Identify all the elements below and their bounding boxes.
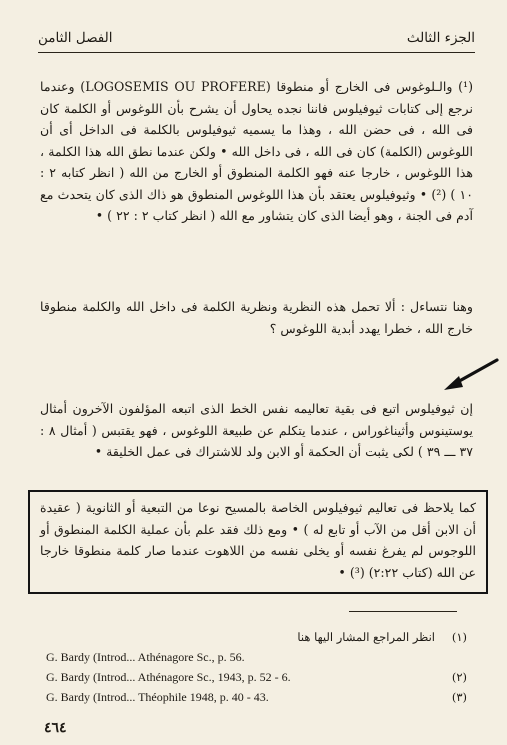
footnote-arabic: انظر المراجع المشار اليها هنا [297, 630, 435, 644]
footnote-2 [46, 667, 467, 687]
boxed-paragraph: كما يلاحظ فى تعاليم ثيوفيلوس الخاصة بالمسيح نوعا من التبعية أو الثانوية ( عقيدة أن الابن أقل من الآب أو تابع له ) • ومع ذلك فقد علم بأن عملية الكلمة المنطوق أو اللوجوس لم يفرغ نفسه أو يخلى نفسه من اللاهوت عندما صار كلمة منطوقا خارجا عن الله (كتاب ٢:٢٢) (³) • [40, 500, 476, 580]
paragraph-3: إن ثيوفيلوس اتبع فى بقية تعاليمه نفس الخط الذى اتبعه المؤلفون الآخرون أمثال يوستينوس وأثيناغوراس ، عندما يتكلم عن طبيعة اللوغوس ، فهو يقتبس ( أمثال ٨ : ٣٧ ـــ ٣٩ ) لكى يثبت أن الحكمة أو الابن ولد للاشتراك فى عمل الخليقة • [40, 401, 473, 459]
footnote-1-ref [46, 647, 467, 667]
paragraph-2: وهنا نتساءل : ألا تحمل هذه النظرية ونظرية الكلمة فى داخل الله والكلمة منطوقا خارج الله ، خطرا يهدد أبدية اللوغوس ؟ [40, 299, 473, 336]
chapter-title: الفصل الثامن [38, 30, 113, 46]
header-rule [38, 52, 475, 53]
footnote-3 [46, 687, 467, 707]
footnote-number: (٣) [451, 690, 467, 704]
footnotes [46, 627, 467, 707]
footnote-1 [46, 627, 467, 647]
page-number: ٤٦٤ [44, 720, 67, 736]
pointer-arrow-icon [440, 357, 500, 393]
paragraph-1: (¹) والـلوغوس فى الخارج أو منطوقا (LOGOSEMIS OU PROFERE) وعندما نرجع إلى كتابات ثيوفيلوس فاننا نجده يحاول أن يشرح بأن اللوغوس أو الكلمة كان فى الله ، فى حضن الله ، وهذا ما يسميه ثيوفيلوس بالكلمة فى الداخل أى أن اللوغوس (الكلمة) كان فى الله ، فى داخل الله • ولكن عندما نطق الله هذا الكلمة ، هذا اللوغوس ، خارجا عنه فهو الكلمة المنطوق أو الخارج من الله ( انظر كتابه ٢ : ١٠ ) (²) • وثيوفيلوس يعتقد بأن هذا اللوغوس المنطوق هو ذاك الذى كان يتحدث مع آدم فى الجنة ، وهو أيضا الذى كان يتشاور مع الله ( انظر كتاب ٢ : ٢٢ ) • [40, 79, 474, 223]
boxed-paragraph-frame [28, 490, 488, 594]
footnote-reference: G. Bardy (Introd... Théophile 1948, p. 40 - 43. [46, 690, 269, 704]
footnote-reference: G. Bardy (Introd... Athénagore Sc., p. 56. [46, 650, 245, 664]
part-title: الجزء الثالث [406, 30, 475, 46]
footnote-rule [349, 611, 457, 612]
footnote-reference: G. Bardy (Introd... Athénagore Sc., 1943, p. 52 - 6. [46, 670, 291, 684]
footnote-number: (١) [451, 630, 467, 644]
footnote-number: (٢) [451, 670, 467, 684]
